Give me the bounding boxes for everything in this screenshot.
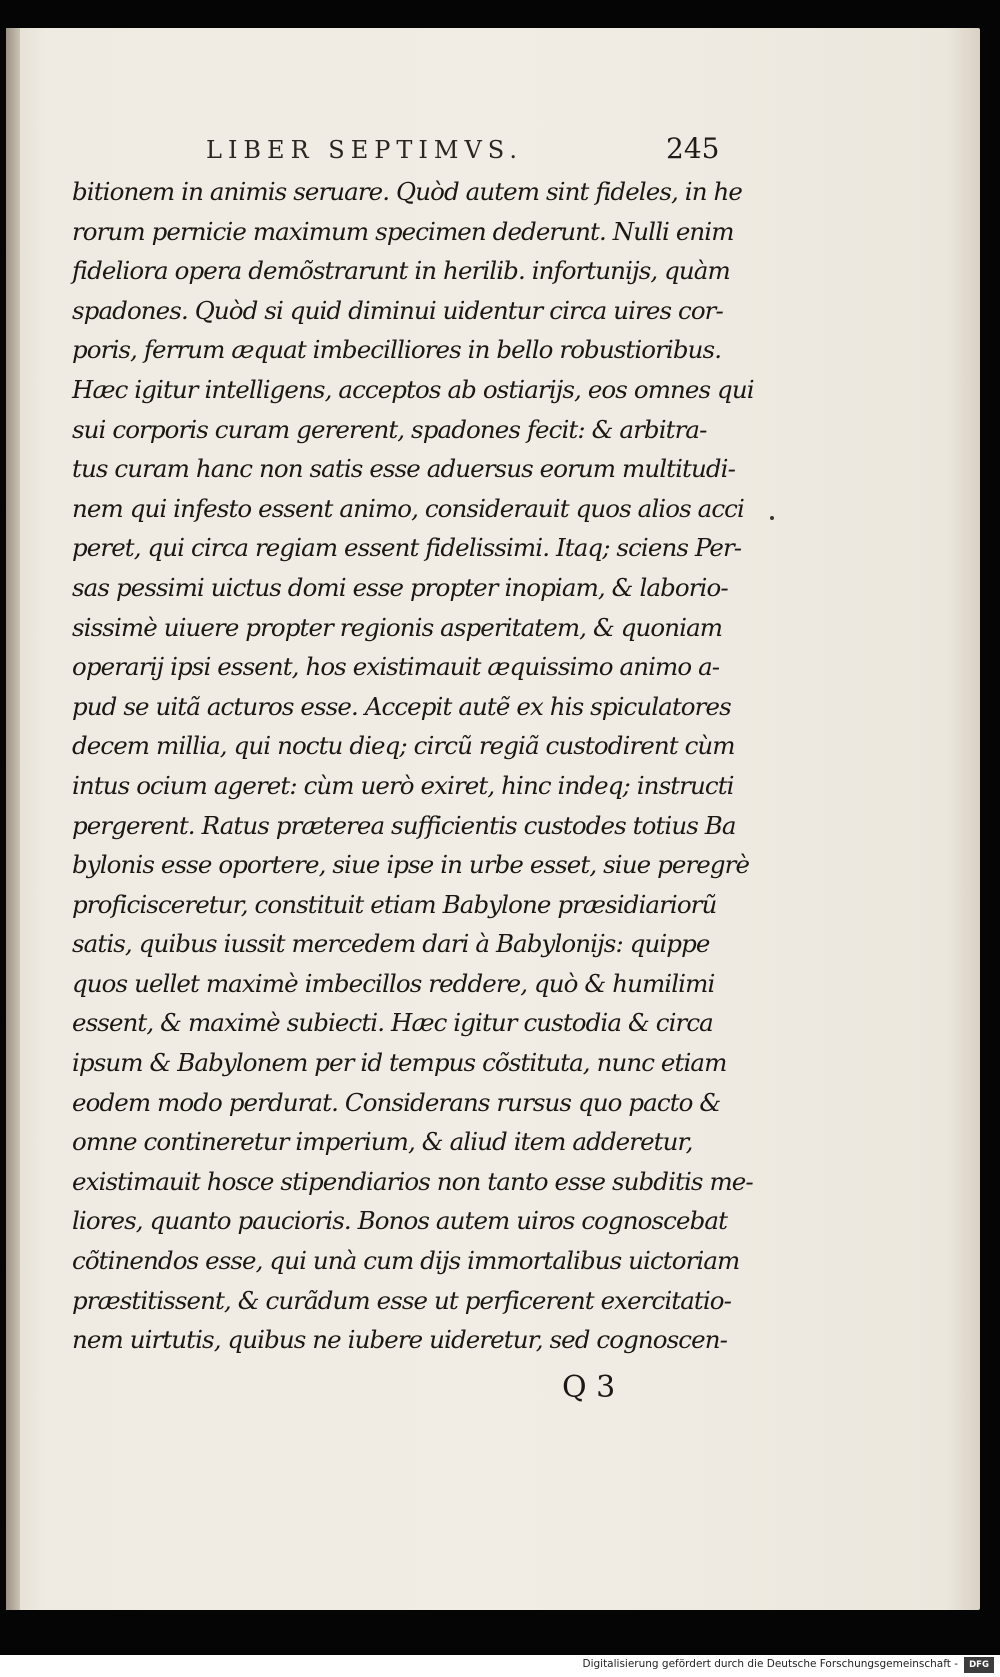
text-line: quos uellet maximè imbecillos reddere, quò & humilimi [72, 968, 715, 998]
book-page [6, 28, 980, 1610]
page-edge [6, 28, 20, 1610]
text-line: intus ocium ageret: cùm uerò exiret, hinc indeq; instructi [72, 770, 734, 800]
text-line: præstitissent, & curãdum esse ut perficerent exercitatio- [72, 1285, 732, 1315]
signature-mark: Q 3 [562, 1370, 616, 1405]
text-line: omne contineretur imperium, & aliud item adderetur, [72, 1127, 693, 1157]
text-line: pud se uitã acturos esse. Accepit autẽ ex his spiculatores [72, 691, 731, 721]
margin-mark [770, 516, 774, 520]
running-head: LIBER SEPTIMVS. [206, 136, 523, 164]
text-line: bylonis esse oportere, siue ipse in urbe esset, siue peregrè [72, 850, 750, 880]
text-line: existimauit hosce stipendiarios non tanto esse subditis me- [72, 1166, 753, 1196]
text-line: operarij ipsi essent, hos existimauit æquissimo animo a- [72, 652, 720, 682]
text-line: fideliora opera demõstrarunt in herilib. infortunijs, quàm [72, 256, 730, 286]
text-line: cõtinendos esse, qui unà cum dijs immortalibus uictoriam [72, 1246, 740, 1276]
text-line: nem qui infesto essent animo, considerauit quos alios acci [72, 493, 744, 523]
text-line: sas pessimi uictus domi esse propter inopiam, & laborio- [72, 572, 728, 602]
text-line: pergerent. Ratus præterea sufficientis custodes totius Ba [72, 810, 736, 840]
text-line: nem uirtutis, quibus ne iubere uideretur, sed cognoscen- [72, 1325, 727, 1355]
text-line: spadones. Quòd si quid diminui uidentur circa uires cor- [72, 295, 723, 325]
text-line: essent, & maximè subiecti. Hæc igitur custodia & circa [72, 1008, 713, 1038]
text-line: eodem modo perdurat. Considerans rursus quo pacto & [72, 1087, 721, 1117]
text-line: Hæc igitur intelligens, acceptos ab ostiarijs, eos omnes qui [72, 374, 754, 404]
text-line: decem millia, qui noctu dieq; circũ regiã custodirent cùm [72, 731, 735, 761]
text-line: satis, quibus iussit mercedem dari à Babylonijs: quippe [72, 929, 710, 959]
text-line: liores, quanto paucioris. Bonos autem uiros cognoscebat [72, 1206, 728, 1236]
digitization-credit: Digitalisierung gefördert durch die Deutsche Forschungsgemeinschaft - [582, 1658, 958, 1670]
text-line: sissimè uiuere propter regionis asperitatem, & quoniam [72, 612, 723, 642]
text-line: proficisceretur, constituit etiam Babylone præsidiariorũ [72, 889, 717, 919]
text-line: rorum pernicie maximum specimen dederunt. Nulli enim [72, 216, 734, 246]
text-line: ipsum & Babylonem per id tempus cõstituta, nunc etiam [72, 1048, 727, 1078]
text-line: bitionem in animis seruare. Quòd autem sint fideles, in he [72, 177, 742, 206]
text-line: tus curam hanc non satis esse aduersus eorum multitudi- [72, 454, 735, 484]
page-number: 245 [666, 132, 720, 165]
footer-bar [0, 1655, 1000, 1677]
dfg-logo: DFG [964, 1657, 994, 1673]
text-line: peret, qui circa regiam essent fidelissimi. Itaq; sciens Per- [72, 533, 742, 563]
text-line: poris, ferrum æquat imbecilliores in bello robustioribus. [72, 335, 722, 365]
body-text [72, 172, 762, 1360]
text-line: sui corporis curam gererent, spadones fecit: & arbitra- [72, 414, 707, 444]
